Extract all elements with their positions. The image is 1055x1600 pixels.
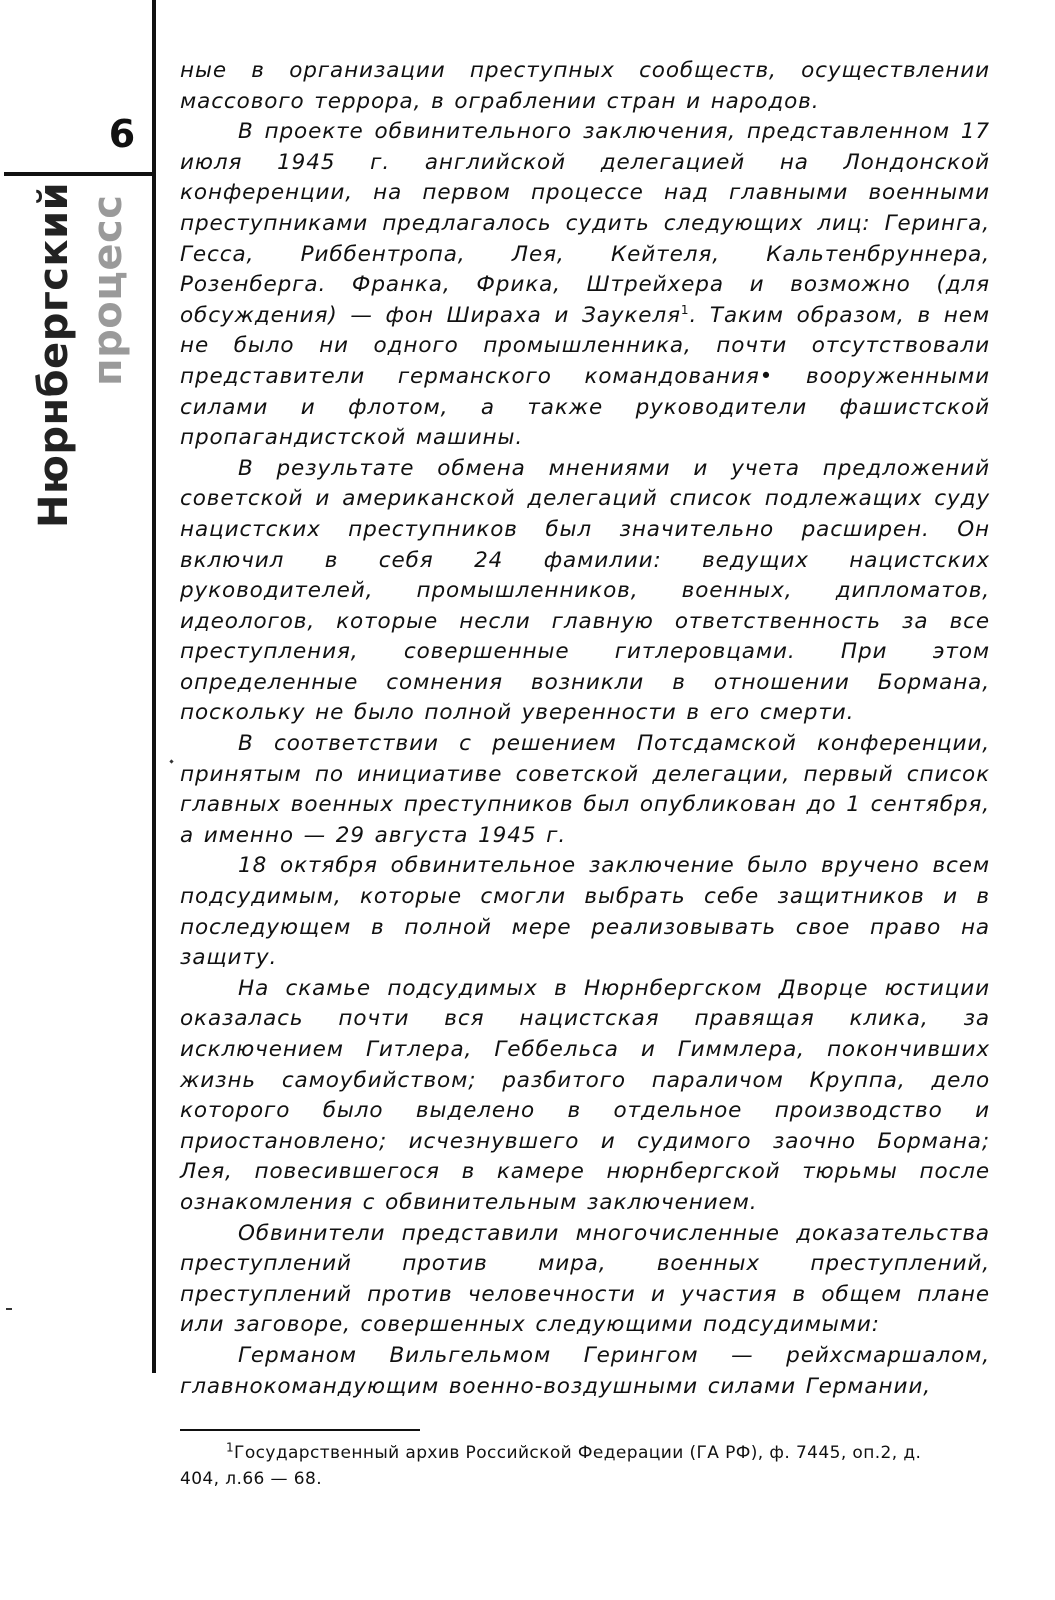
paragraph — [180, 729, 990, 851]
running-head-title: Нюрнбергский — [31, 181, 77, 528]
paragraph — [180, 117, 990, 454]
page-number: 6 — [108, 112, 136, 156]
paragraph-text: ные в организации преступных сообществ, осуществлении массового террора, в ограблении стран и народов. — [180, 58, 990, 114]
paragraph — [180, 454, 990, 729]
footnote-text-continued: 404, л.66 — 68. — [180, 1469, 322, 1489]
paragraph-text: На скамье подсудимых в Нюрнбергском Дворце юстиции оказалась почти вся нацистская правящая клика, за исключением Гитлера, Геббельса и Гиммлера, покончивших жизнь самоубийством; разбитого параличом Круппа, дело которого было выделено в отдельное производство и приостановлено; исчезнувшего и судимого заочно Бормана; Лея, повесившегося в камере нюрнбергской тюрьмы после ознакомления с обвинительным заключением. — [180, 975, 990, 1215]
footnote — [180, 1440, 990, 1492]
margin-horizontal-rule — [4, 172, 156, 176]
paragraph-text: В соответствии с решением Потсдамской конференции, принятым по инициативе советской делегации, первый список главных военных преступников был опубликован до 1 сентября, а именно — 29 августа 1945 г. — [180, 731, 990, 848]
footnote-separator — [180, 1429, 420, 1431]
paragraph — [180, 1341, 990, 1402]
paragraph-text: В проекте обвинительного заключения, представленном 17 июля 1945 г. английской делегацией на Лондонской конференции, на первом процессе над главными военными преступниками предлагалось судить следующих лиц: Геринга, Гесса, Риббентропа, Лея, Кейтеля, Кальтенбруннера, Розенберга. Франка, Фрика, Штрейхера и возможно (для обсуждения) — фон Шираха и Заукеля — [180, 119, 990, 328]
margin-vertical-rule — [152, 0, 156, 1373]
paragraph-text: Германом Вильгельмом Герингом — рейхсмаршалом, главнокомандующим военно-воздушными силами Германии, — [180, 1342, 990, 1399]
paragraph-text: В результате обмена мнениями и учета предложений советской и американской делегаций список подлежащих суду нацистских преступников был значительно расширен. Он включил в себя 24 фамилии: ведущих нацистских руководителей, промышленников, военных, дипломатов, идеологов, которые несли главную ответственность за все преступления, совершенные гитлеровцами. При этом определенные сомнения возникли в отношении Бормана, поскольку не было полной уверенности в его смерти. — [180, 455, 990, 726]
footnote-text: Государственный архив Российской Федерации (ГА РФ), ф. 7445, оп.2, д. — [234, 1443, 922, 1463]
paragraph — [180, 974, 990, 1219]
paragraph — [180, 56, 990, 117]
paragraph — [180, 851, 990, 973]
paragraph-text: . Таким образом, в нем не было ни одного промышленника, почти отсутствовали представители германского командования• вооруженными силами и флотом, а также руководители фашистской пропагандистской машины. — [180, 302, 990, 451]
footnote-line — [180, 1440, 990, 1466]
paragraph — [180, 1219, 990, 1341]
footnote-marker: 1 — [226, 1440, 235, 1455]
body-text — [180, 56, 990, 1402]
footnote-reference: 1 — [680, 302, 690, 317]
paragraph-text: 18 октября обвинительное заключение было вручено всем подсудимым, которые смогли выбрать себе защитников и в последующем в полной мере реализовывать свое право на защиту. — [180, 853, 990, 971]
page-margin-sidebar — [0, 0, 160, 1600]
running-head-subtitle: процесс — [85, 194, 131, 386]
margin-speck — [6, 1308, 12, 1310]
margin-speck — [169, 759, 173, 763]
paragraph-text: Обвинители представили многочисленные доказательства преступлений против мира, военных преступлений, преступлений против человечности и участия в общем плане или заговоре, совершенных следующими подсудимыми: — [180, 1220, 990, 1338]
